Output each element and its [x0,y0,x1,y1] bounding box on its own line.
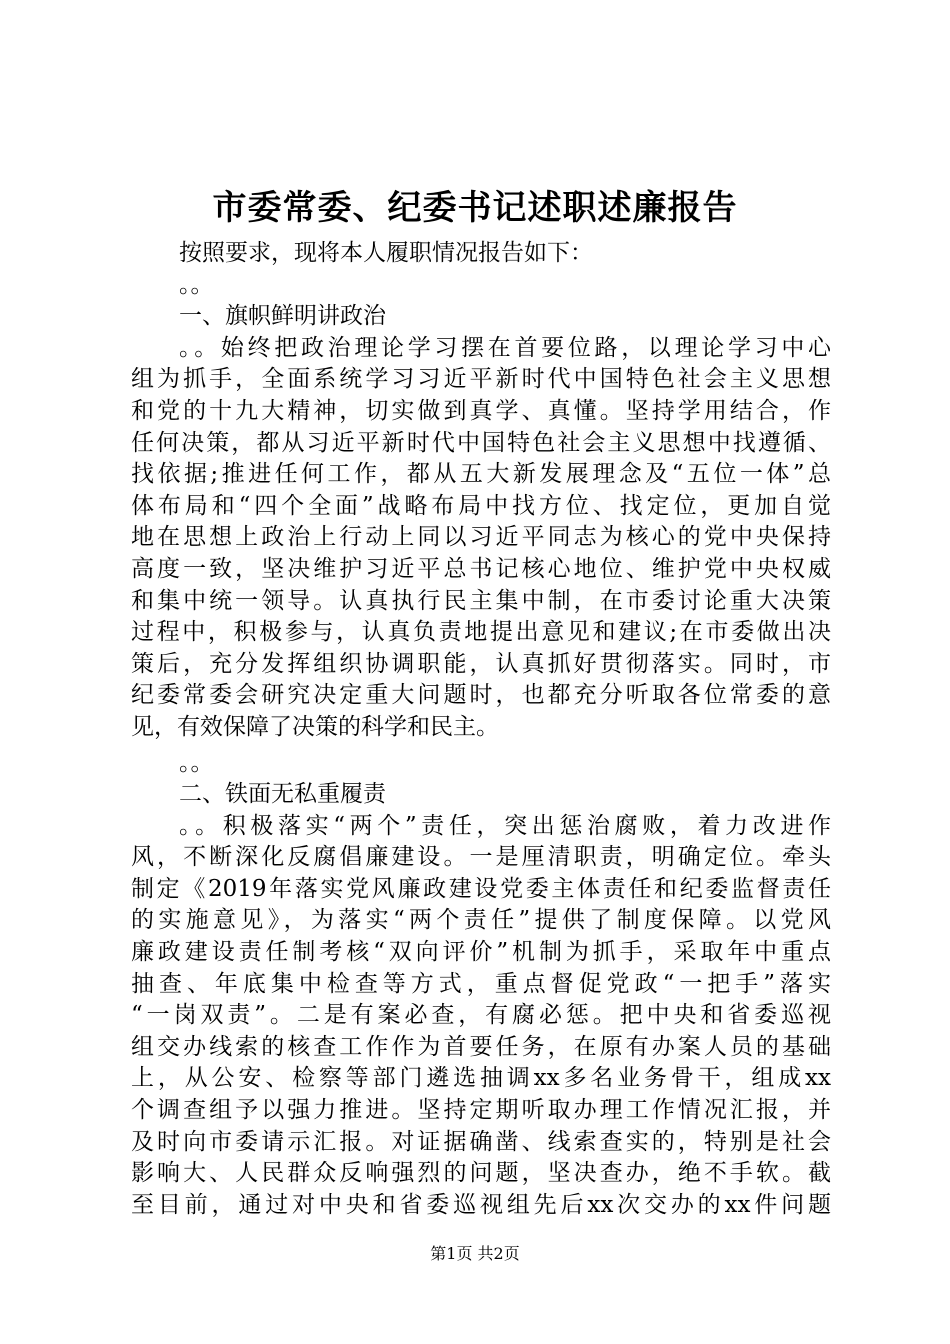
page-footer: 第1页 共2页 [430,1244,520,1263]
paragraph-line: 组交办线索的核查工作作为首要任务，在原有办案人员的基础 [131,1033,831,1060]
document-body [131,238,831,1221]
paragraph-line: 组为抓手，全面系统学习习近平新时代中国特色社会主义思想 [131,366,831,393]
paragraph-line: 及时向市委请示汇报。对证据确凿、线索查实的，特别是社会 [131,1128,831,1155]
intro-paragraph: 按照要求，现将本人履职情况报告如下： [179,240,593,266]
paragraph-line: 任何决策，都从习近平新时代中国特色社会主义思想中找遵循、 [131,429,831,456]
paragraph-line: 。。积极落实“两个”责任，突出惩治腐败，着力改进作 [179,812,831,839]
paragraph-line: 见，有效保障了决策的科学和民主。 [131,713,499,740]
paragraph-line: 和集中统一领导。认真执行民主集中制，在市委讨论重大决策 [131,587,831,614]
paragraph-line: 抽查、年底集中检查等方式，重点督促党政“一把手”落实 [131,970,831,997]
section-heading: 一、旗帜鲜明讲政治 [179,303,386,330]
paragraph-line: 和党的十九大精神，切实做到真学、真懂。坚持学用结合，作 [131,397,831,424]
paragraph-line: 策后，充分发挥组织协调职能，认真抓好贯彻落实。同时，市 [131,650,831,677]
paragraph-line: 影响大、人民群众反响强烈的问题，坚决查办，绝不手软。截 [131,1160,831,1187]
paragraph-line: 找依据;推进任何工作，都从五大新发展理念及“五位一体”总 [131,461,831,488]
document-title: 市委常委、纪委书记述职述廉报告 [212,188,738,228]
paragraph-line: 风，不断深化反腐倡廉建设。一是厘清职责，明确定位。牵头 [131,844,831,871]
paragraph-line: 廉政建设责任制考核“双向评价”机制为抓手，采取年中重点 [131,939,831,966]
paragraph-line: 地在思想上政治上行动上同以习近平同志为核心的党中央保持 [131,524,831,551]
paragraph-line: 过程中，积极参与，认真负责地提出意见和建议;在市委做出决 [131,619,831,646]
paragraph-line: 纪委常委会研究决定重大问题时，也都充分听取各位常委的意 [131,682,831,709]
paragraph-line: 至目前，通过对中央和省委巡视组先后xx次交办的xx件问题 [131,1191,831,1218]
paragraph-line: 体布局和“四个全面”战略布局中找方位、找定位，更加自觉 [131,492,831,519]
marks-line: 。。 [179,271,214,298]
paragraph-line: 上，从公安、检察等部门遴选抽调xx多名业务骨干，组成xx [131,1065,831,1092]
marks-line: 。。 [179,749,214,776]
section-heading: 二、铁面无私重履责 [179,781,386,808]
paragraph-line: 制定《2019年落实党风廉政建设党委主体责任和纪委监督责任 [131,875,831,902]
paragraph-line: 个调查组予以强力推进。坚持定期听取办理工作情况汇报，并 [131,1097,831,1124]
paragraph-line: 高度一致，坚决维护习近平总书记核心地位、维护党中央权威 [131,555,831,582]
paragraph-line: 。。始终把政治理论学习摆在首要位路，以理论学习中心 [179,334,831,361]
paragraph-line: “一岗双责”。二是有案必查，有腐必惩。把中央和省委巡视 [131,1002,831,1029]
paragraph-line: 的实施意见》，为落实“两个责任”提供了制度保障。以党风 [131,907,831,934]
